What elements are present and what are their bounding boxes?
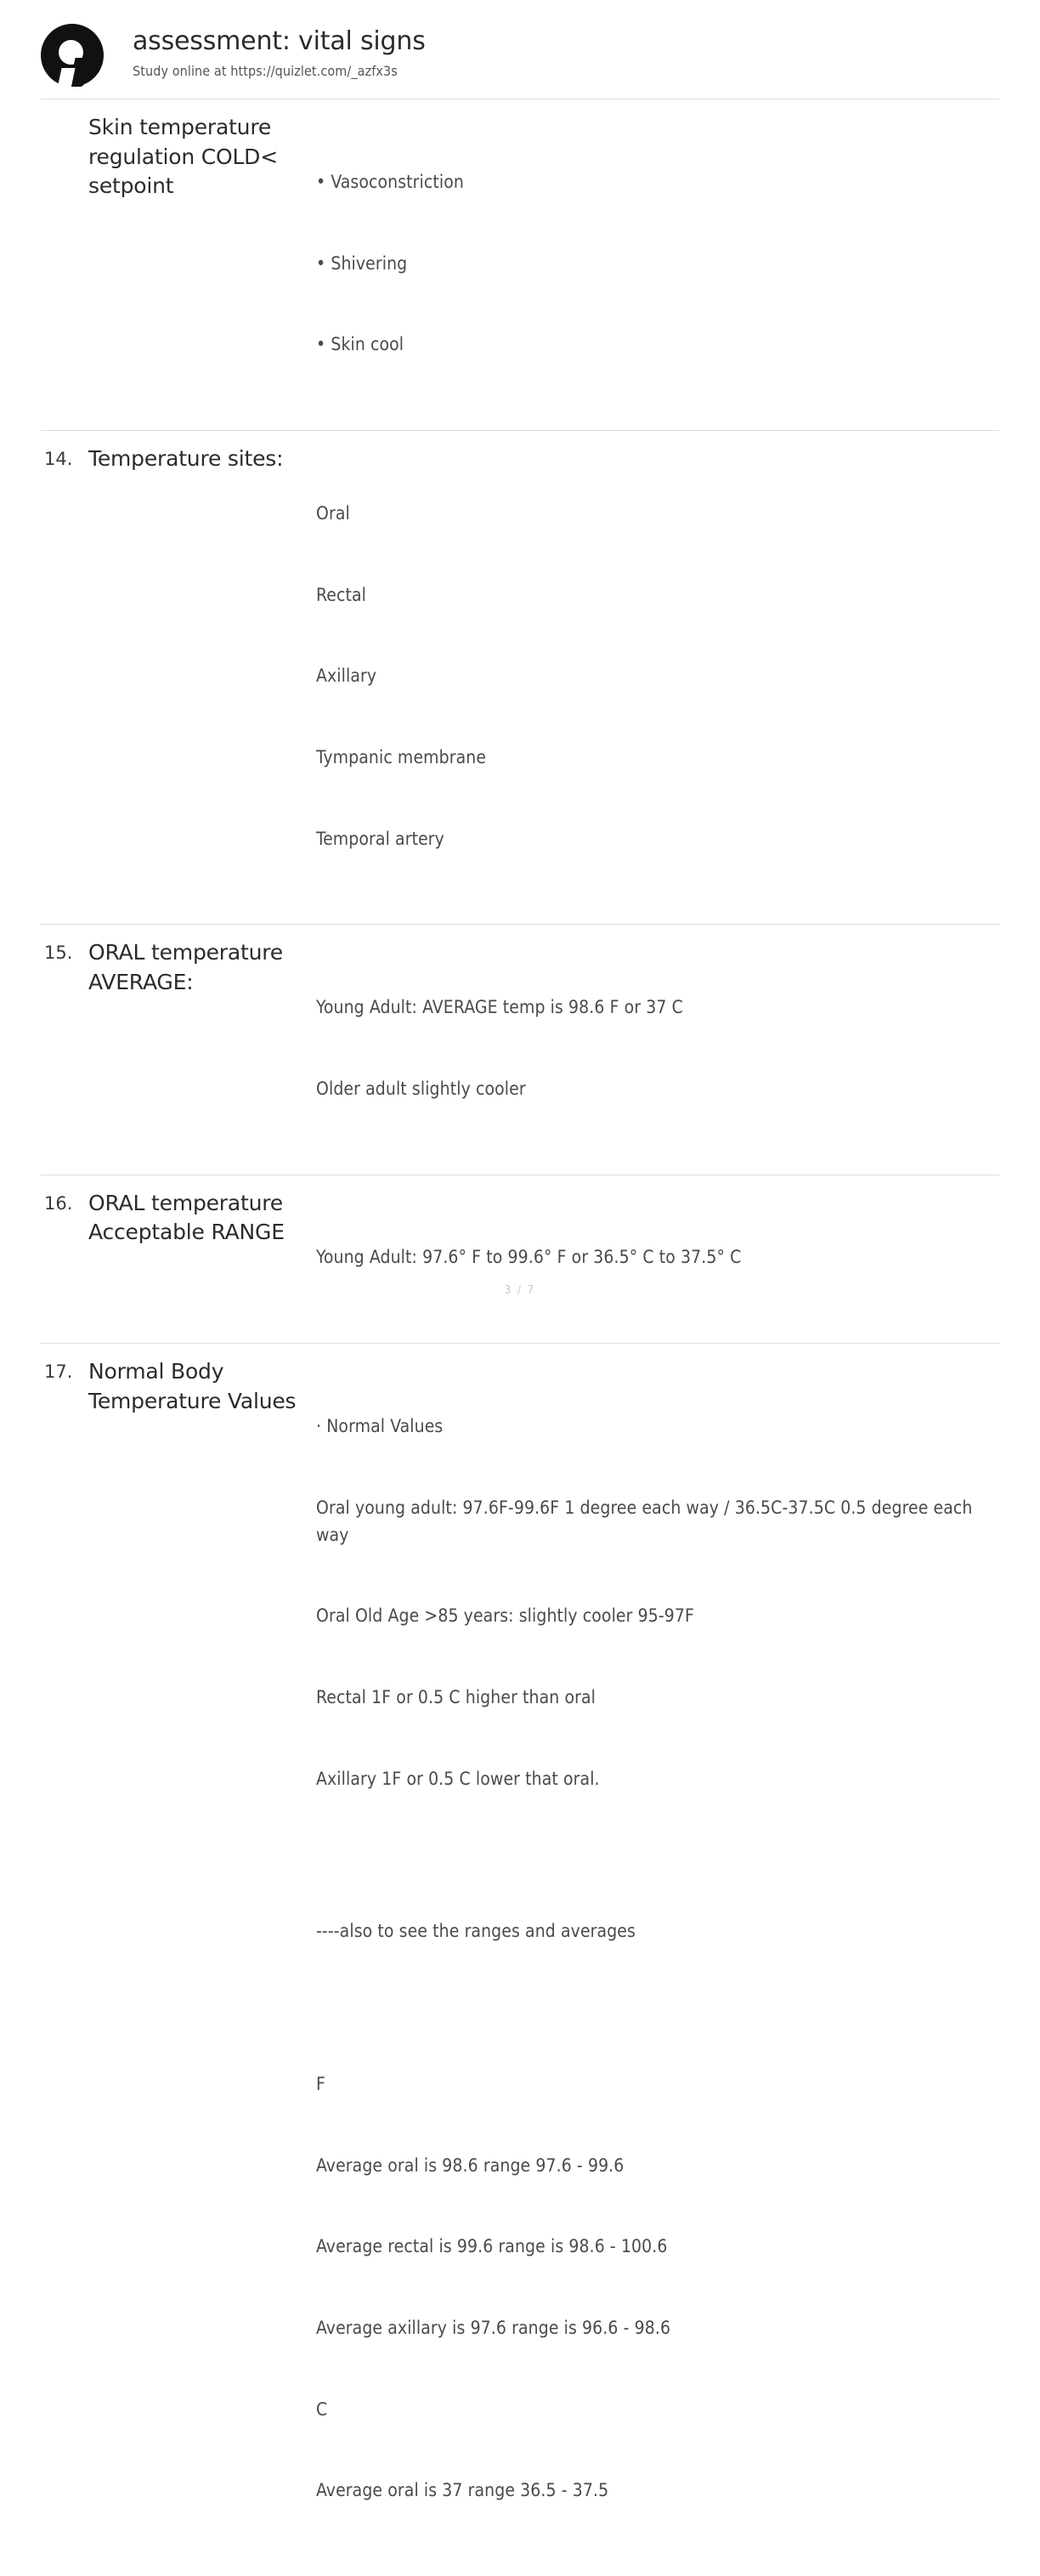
quizlet-logo-icon — [41, 24, 104, 87]
row-definition — [316, 1357, 999, 2559]
table-row — [41, 1344, 999, 2576]
definition-line: Average axillary is 97.6 range is 96.6 - 98.6 — [316, 2317, 671, 2338]
definition-line-blank — [316, 2000, 999, 2017]
study-online-link[interactable]: Study online at https://quizlet.com/_azfx3s — [133, 62, 398, 79]
definition-line: Average rectal is 99.6 range is 98.6 - 100.6 — [316, 2236, 668, 2257]
definition-line: Axillary — [316, 665, 377, 687]
page-number: 3 / 7 — [504, 1284, 536, 1297]
definition-line: · Normal Values — [316, 1415, 444, 1436]
definition-line: Temporal artery — [316, 828, 444, 849]
definition-line: Tympanic membrane — [316, 746, 487, 767]
row-definition — [316, 938, 999, 1157]
definition-line: Axillary 1F or 0.5 C lower that oral. — [316, 1768, 600, 1789]
definition-line: Older adult slightly cooler — [316, 1078, 526, 1099]
row-term: ORAL temperature AVERAGE: — [88, 940, 283, 994]
header-text-block — [133, 22, 426, 79]
row-number: 14. — [44, 448, 73, 469]
table-row — [41, 1175, 999, 1345]
definition-line: Oral Old Age >85 years: slightly cooler 95-97F — [316, 1605, 694, 1627]
definition-line: Average oral is 37 range 36.5 - 37.5 — [316, 2480, 609, 2501]
row-term: Normal Body Temperature Values — [88, 1359, 297, 1413]
definition-line: Average oral is 98.6 range 97.6 - 99.6 — [316, 2154, 625, 2176]
definition-line: Oral young adult: 97.6F-99.6F 1 degree each way / 36.5C-37.5C 0.5 degree each way — [316, 1497, 978, 1545]
row-number: 17. — [44, 1362, 73, 1383]
row-term: Temperature sites: — [88, 445, 284, 471]
definition-line: • Skin cool — [316, 334, 404, 355]
definition-line: Young Adult: 97.6° F to 99.6° F or 36.5° C to 37.5° C — [316, 1247, 742, 1268]
terms-table — [41, 99, 999, 2576]
definition-line: ----also to see the ranges and averages — [316, 1921, 636, 1942]
row-term: ORAL temperature Acceptable RANGE — [88, 1190, 285, 1245]
definition-line: C — [316, 2398, 328, 2420]
page-title: assessment: vital signs — [133, 26, 426, 56]
definition-line: • Shivering — [316, 252, 408, 274]
definition-line: • Vasoconstriction — [316, 171, 464, 192]
table-row — [41, 925, 999, 1175]
table-row — [41, 431, 999, 925]
definition-line: Oral — [316, 502, 350, 524]
row-definition — [316, 1189, 999, 1327]
row-definition — [316, 113, 999, 413]
definition-line: Rectal 1F or 0.5 C higher than oral — [316, 1687, 596, 1708]
row-number: 16. — [44, 1192, 73, 1214]
definition-line-blank — [316, 1847, 999, 1864]
row-number: 15. — [44, 943, 73, 964]
definition-line: F — [316, 2073, 325, 2094]
definition-line: Young Adult: AVERAGE temp is 98.6 F or 37 C — [316, 997, 683, 1018]
definition-line: Rectal — [316, 584, 367, 605]
document-header — [41, 0, 999, 87]
table-row — [41, 99, 999, 431]
row-number — [41, 113, 88, 117]
row-definition — [316, 444, 999, 907]
row-term: Skin temperature regulation COLD< setpoint — [88, 115, 278, 198]
